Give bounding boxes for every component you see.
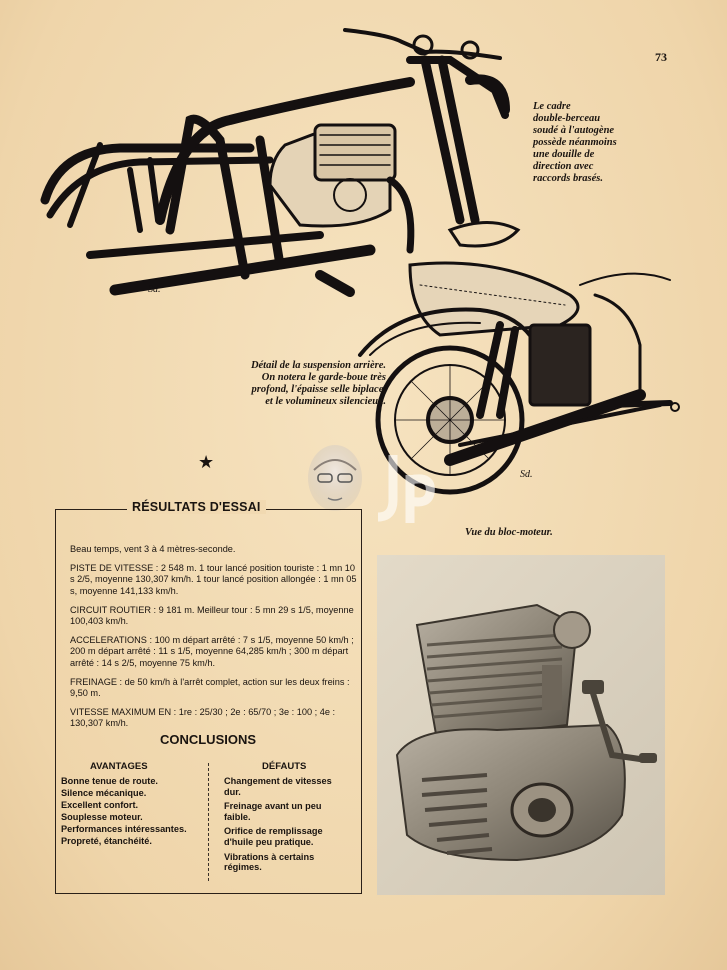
results-paragraph: PISTE DE VITESSE : 2 548 m. 1 tour lancé position touriste : 1 mn 10 s 2/5, moyenne 130,307 km/h. 1 tour lancé position allongée : 1 mn 05 s, moyenne 141,133 km/h. xyxy=(70,563,357,596)
results-content xyxy=(70,544,358,738)
illustrator-signature: Sd. xyxy=(148,284,161,295)
frame-caption xyxy=(533,101,683,185)
illustrator-signature: Sd. xyxy=(520,469,533,480)
results-intro: Beau temps, vent 3 à 4 mètres-seconde. xyxy=(70,544,236,554)
caption-line: raccords brasés. xyxy=(533,173,603,184)
caption-line: et le volumineux silencieux. xyxy=(265,396,386,407)
defect-item: Vibrations à certains régimes. xyxy=(224,851,315,873)
caption-line: une douille de xyxy=(533,149,595,160)
advantage-item: Souplesse moteur. xyxy=(61,812,143,823)
caption-line: double-berceau xyxy=(533,113,601,124)
caption-line: profond, l'épaisse selle biplace, xyxy=(251,384,386,395)
caption-line: possède néanmoins xyxy=(533,137,617,148)
defect-item: Changement de vitesses dur. xyxy=(224,776,332,797)
caption-line: Détail de la suspension arrière. xyxy=(250,360,386,371)
results-title: RÉSULTATS D'ESSAI xyxy=(127,500,266,514)
advantage-item: Performances intéressantes. xyxy=(61,824,187,835)
conclusions-title: CONCLUSIONS xyxy=(159,732,257,747)
defect-item: Orifice de remplissage d'huile peu pratique. xyxy=(224,826,323,847)
results-paragraph: CIRCUIT ROUTIER : 9 181 m. Meilleur tour : 5 mn 29 s 1/5, moyenne 100,403 km/h. xyxy=(70,604,354,627)
engine-caption: Vue du bloc-moteur. xyxy=(465,527,553,538)
suspension-caption xyxy=(186,360,386,408)
column-divider xyxy=(208,763,209,881)
advantages-list xyxy=(61,776,201,849)
engine-photo-image xyxy=(377,555,665,895)
defects-title: DÉFAUTS xyxy=(262,761,307,772)
caption-line: On notera le garde-boue très xyxy=(261,372,386,383)
page-number: 73 xyxy=(655,50,667,64)
engine-photo xyxy=(377,555,665,895)
watermark-logo xyxy=(368,445,438,525)
advantage-item: Silence mécanique. xyxy=(61,788,147,799)
advantage-item: Propreté, étanchéité. xyxy=(61,836,152,847)
star-icon: ★ xyxy=(198,452,215,472)
caption-line: direction avec xyxy=(533,161,594,172)
advantage-item: Bonne tenue de route. xyxy=(61,776,158,786)
advantage-item: Excellent confort. xyxy=(61,800,139,811)
advantages-title: AVANTAGES xyxy=(90,761,148,772)
defect-item: Freinage avant un peu faible. xyxy=(224,801,322,822)
results-paragraph: FREINAGE : de 50 km/h à l'arrêt complet, action sur les deux freins : 9,50 m. xyxy=(70,676,350,699)
results-paragraph: ACCELERATIONS : 100 m départ arrêté : 7 s 1/5, moyenne 50 km/h ; 200 m départ arrêté : 11 s 1/5, moyenne 64,285 km/h ; 300 m départ arrêté : 14 s 2/5, moyenne 75 km/h. xyxy=(70,635,354,668)
caption-line: soudé à l'autogène xyxy=(533,125,615,136)
results-paragraph: VITESSE MAXIMUM EN : 1re : 25/30 ; 2e : 65/70 ; 3e : 100 ; 4e : 130,307 km/h. xyxy=(70,707,336,729)
caption-line: Le cadre xyxy=(533,101,571,112)
defects-list xyxy=(224,776,344,877)
